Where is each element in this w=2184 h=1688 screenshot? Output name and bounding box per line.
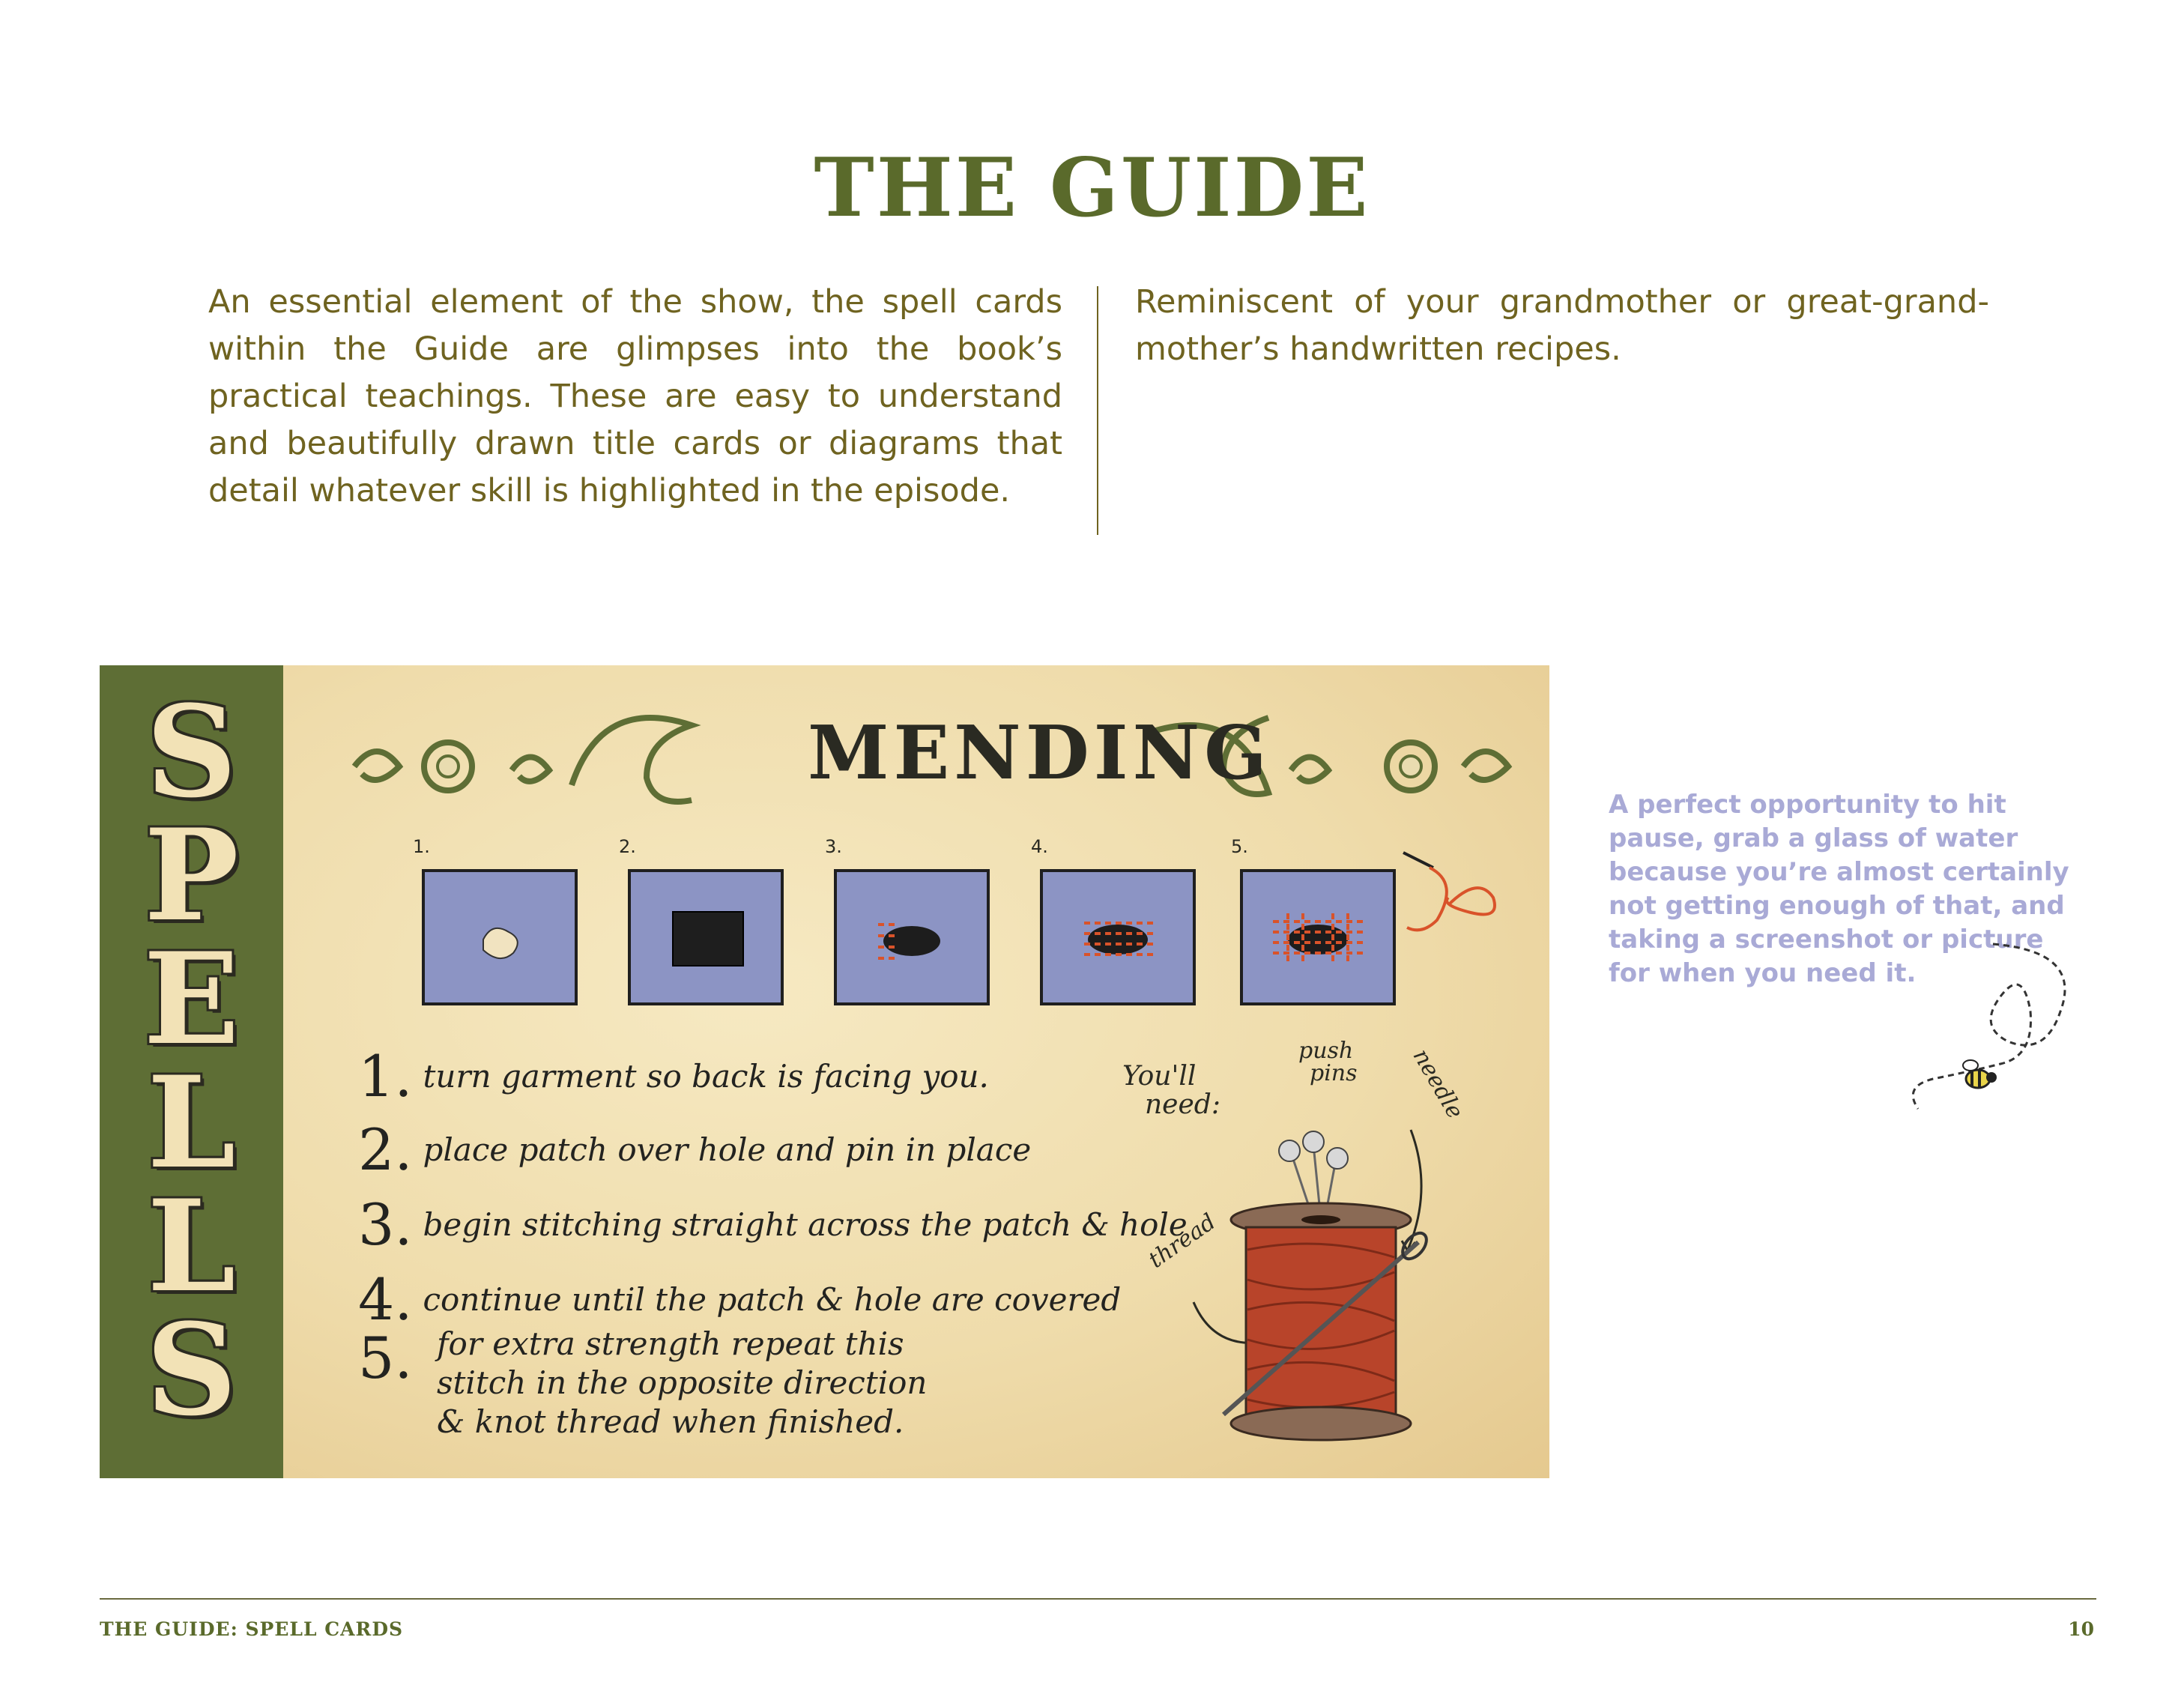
instruction-text: place patch over hole and pin in place (423, 1131, 1032, 1168)
push-pins-line: pins (1310, 1060, 1358, 1086)
recipes-paragraph: Reminiscent of your grandmother or great-grand-mother’s handwritten recipes. (1135, 283, 1989, 368)
hole-icon (425, 872, 575, 1002)
footer-section: THE GUIDE: SPELL CARDS (100, 1618, 404, 1640)
spells-letter: E (143, 925, 240, 1073)
instruction-number: 4. (358, 1266, 413, 1333)
instruction-number: 5. (358, 1325, 413, 1391)
instruction-2 (358, 1116, 1032, 1183)
instruction-line: for extra strength repeat this (437, 1325, 904, 1362)
step-label: 2. (619, 836, 636, 857)
spells-letter: S (145, 1295, 238, 1444)
step-5-swatch (1240, 869, 1396, 1005)
step-label: 1. (413, 836, 430, 857)
spool-icon (1164, 1100, 1478, 1452)
crosshatch-icon (1243, 872, 1393, 1002)
youll-need-line: You'll (1122, 1061, 1197, 1092)
youll-need-line: need: (1145, 1089, 1220, 1120)
instruction-1 (358, 1043, 989, 1110)
bee-flight-icon (1888, 937, 2083, 1116)
instruction-number: 1. (358, 1043, 413, 1110)
spells-letter: L (147, 1048, 236, 1197)
card-title: MENDING (808, 710, 1271, 796)
spells-band (100, 665, 283, 1478)
instruction-number: 2. (358, 1116, 413, 1183)
page-number: 10 (2068, 1618, 2094, 1640)
instruction-line: stitch in the opposite direction (437, 1364, 928, 1401)
step-2-swatch (628, 869, 784, 1005)
instruction-4 (358, 1266, 1122, 1333)
spells-letter: L (147, 1172, 236, 1320)
step-label: 5. (1231, 836, 1248, 857)
needle-label: needle (1407, 1044, 1468, 1124)
instruction-number: 3. (358, 1191, 413, 1258)
column-divider (1097, 286, 1098, 535)
step-1-swatch (422, 869, 578, 1005)
footer-rule (100, 1598, 2096, 1600)
push-pins-label (1298, 1040, 1358, 1085)
stitches-icon (1043, 872, 1193, 1002)
instruction-text: turn garment so back is facing you. (423, 1058, 989, 1095)
page-title: THE GUIDE (814, 141, 1370, 235)
step-label: 3. (825, 836, 842, 857)
step-label: 4. (1031, 836, 1048, 857)
spell-card-illustration (100, 665, 1549, 1478)
instruction-3 (358, 1191, 1188, 1258)
intro-paragraph: An essential element of the show, the spell cards within the Guide are glimpses into the book’s practical teachings. These are easy to understand and beautifully drawn title cards or diagrams that detail whatever skill is highlighted in the episode. (208, 283, 1062, 509)
instruction-line: & knot thread when finished. (437, 1403, 904, 1440)
stitch-progress-icon (837, 872, 987, 1002)
instruction-text: begin stitching straight across the patch & hole (423, 1206, 1188, 1243)
spells-letter: P (144, 801, 239, 949)
step-3-swatch (834, 869, 990, 1005)
needle-thread-icon (1396, 838, 1508, 950)
step-4-swatch (1040, 869, 1196, 1005)
flourish-left-icon (324, 695, 804, 808)
push-pins-line: push (1298, 1038, 1354, 1064)
patch-icon (672, 911, 744, 966)
thread-label: thread (1143, 1208, 1221, 1274)
side-note: A perfect opportunity to hit pause, grab a glass of water because you’re almost certainly not getting enough of that, and taking a screenshot or picture for when you need it. (1609, 790, 2069, 988)
spells-letter: S (145, 677, 238, 826)
instruction-text: continue until the patch & hole are covered (423, 1281, 1122, 1318)
